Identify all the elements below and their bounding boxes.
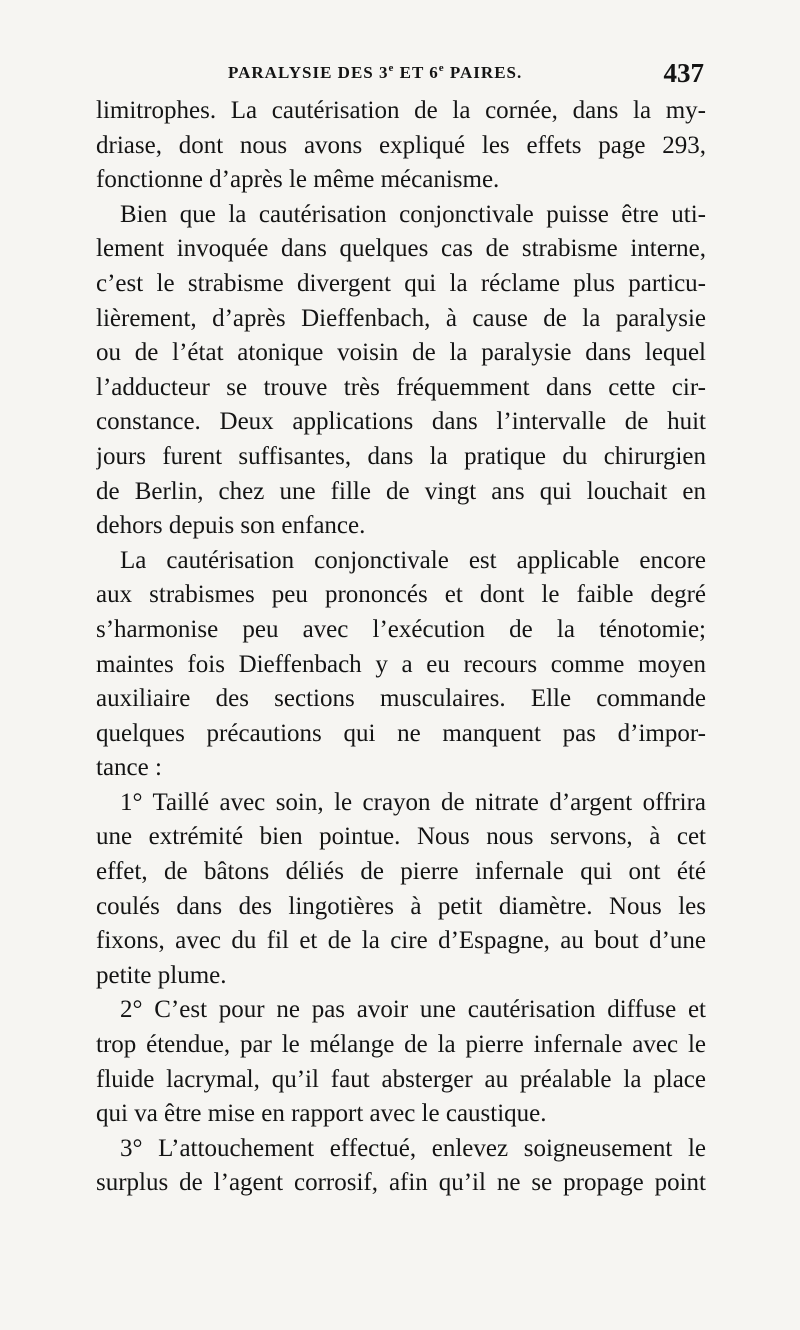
text-line: 3° L’attouchement effectué, enlevez soigneusement le [120,1134,706,1162]
text-line: s’harmonise peu avec l’exécution de la ténotomie; [96,615,706,643]
text-line: qui va être mise en rapport avec le caustique. [96,1100,547,1128]
superscript: e [438,62,445,74]
text-line: dehors depuis son enfance. [96,512,366,540]
text-line: lement invoquée dans quelques cas de strabisme interne, [96,235,706,263]
superscript: e [388,62,395,74]
text-line: fixons, avec du fil et de la cire d’Espagne, au bout d’une [96,927,706,955]
text-line: tance : [96,754,162,782]
page-header [96,58,708,92]
text-line: 1° Taillé avec soin, le crayon de nitrate d’argent offrira [120,788,706,816]
text-line: fonctionne d’après le même mécanisme. [96,166,500,194]
text-line: aux strabismes peu prononcés et dont le faible degré [96,581,706,609]
text-line: driase, dont nous avons expliqué les effets page 293, [96,131,706,159]
text-line: ou de l’état atonique voisin de la paralysie dans lequel [96,339,706,367]
running-title-part: PARALYSIE DES 3 [228,63,389,82]
text-line: lièrement, d’après Dieffenbach, à cause de la paralysie [96,304,706,332]
text-line: c’est le strabisme divergent qui la réclame plus particu- [96,269,706,297]
text-line: jours furent suffisantes, dans la pratique du chirurgien [96,442,706,470]
text-line: surplus de l’agent corrosif, afin qu’il ne se propage point [96,1169,706,1197]
page-number: 437 [663,58,704,88]
text-line: de Berlin, chez une fille de vingt ans qui louchait en [96,477,706,505]
text-line: quelques précautions qui ne manquent pas d’impor- [96,719,706,747]
text-line: 2° C’est pour ne pas avoir une cautérisation diffuse et [120,996,706,1024]
running-title [228,62,522,83]
text-line: maintes fois Dieffenbach y a eu recours comme moyen [96,650,706,678]
text-line: une extrémité bien pointue. Nous nous servons, à cet [96,823,706,851]
text-line: l’adducteur se trouve très fréquemment dans cette cir- [96,373,706,401]
text-line: La cautérisation conjonctivale est applicable encore [120,546,706,574]
text-line: fluide lacrymal, qu’il faut absterger au préalable la place [96,1065,706,1093]
text-line: coulés dans des lingotières à petit diamètre. Nous les [96,892,706,920]
running-title-part: ET 6 [394,63,439,82]
text-line: trop étendue, par le mélange de la pierre infernale avec le [96,1031,706,1059]
body-text [96,94,706,1201]
running-title-part: PAIRES. [444,63,523,82]
text-line: auxiliaire des sections musculaires. Elle commande [96,685,706,713]
text-line: Bien que la cautérisation conjonctivale puisse être uti- [120,200,706,228]
text-line: constance. Deux applications dans l’intervalle de huit [96,408,706,436]
text-line: petite plume. [96,961,227,989]
text-line: effet, de bâtons déliés de pierre infernale qui ont été [96,858,706,886]
text-line: limitrophes. La cautérisation de la cornée, dans la my- [96,97,706,124]
